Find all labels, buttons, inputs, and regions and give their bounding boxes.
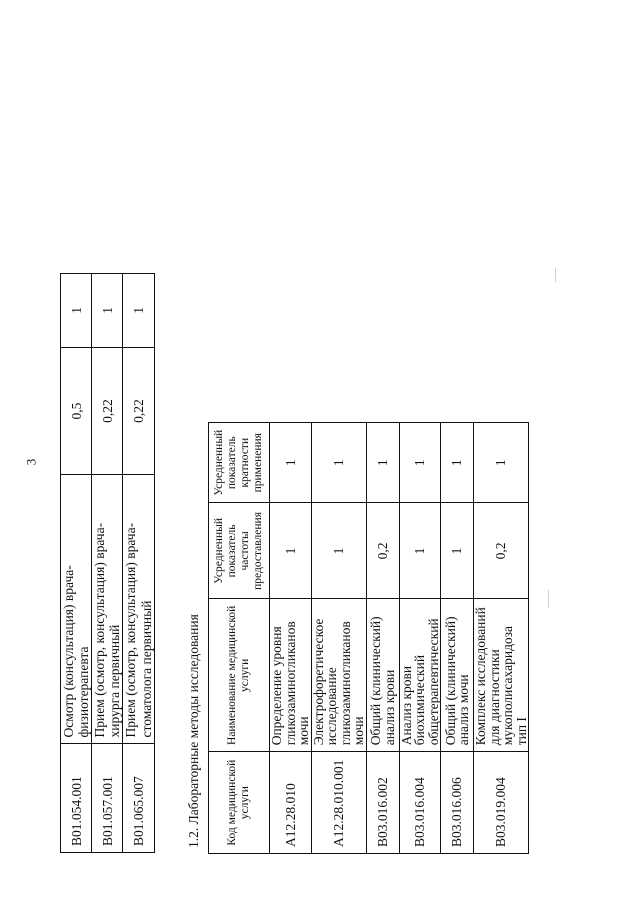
header-multiplicity: Усредненный показатель кратности применения (209, 423, 270, 503)
header-name: Наименование медицинской услуги (209, 599, 270, 752)
scan-artifact (555, 268, 556, 282)
service-code: A12.28.010.001 (311, 752, 366, 854)
frequency-value: 1 (270, 503, 312, 599)
multiplicity-value: 1 (366, 423, 399, 503)
header-code: Код медицинской услуги (209, 752, 270, 854)
table-row (270, 423, 312, 854)
frequency-value: 0,5 (61, 347, 92, 475)
table-row (311, 423, 366, 854)
service-code: B03.016.004 (399, 752, 441, 854)
service-name: Осмотр (консультация) врача-физиотерапевта (61, 475, 92, 744)
service-name: Прием (осмотр, консультация) врача-стоматолога первичный (123, 475, 154, 744)
page-number: 3 (23, 458, 39, 466)
multiplicity-value: 1 (311, 423, 366, 503)
service-name: Общий (клинический) анализ мочи (441, 599, 474, 752)
service-code: B01.065.007 (123, 744, 154, 853)
service-name: Анализ крови биохимический общетерапевтический (399, 599, 441, 752)
table-row (399, 423, 441, 854)
frequency-value: 0,2 (474, 503, 529, 599)
multiplicity-value: 1 (270, 423, 312, 503)
frequency-value: 0,2 (366, 503, 399, 599)
table-row (441, 423, 474, 854)
multiplicity-value: 1 (123, 274, 154, 348)
service-name: Общий (клинический) анализ крови (366, 599, 399, 752)
table-row (366, 423, 399, 854)
services-table-continued (60, 273, 155, 853)
frequency-value: 0,22 (123, 347, 154, 475)
service-code: B03.016.006 (441, 752, 474, 854)
frequency-value: 0,22 (92, 347, 123, 475)
table-row (123, 274, 154, 853)
multiplicity-value: 1 (474, 423, 529, 503)
frequency-value: 1 (441, 503, 474, 599)
service-name: Электрофоретическое исследование гликозаминогликанов мочи (311, 599, 366, 752)
frequency-value: 1 (311, 503, 366, 599)
multiplicity-value: 1 (441, 423, 474, 503)
table-header-row (209, 423, 270, 854)
service-name: Определение уровня гликозаминогликанов мочи (270, 599, 312, 752)
multiplicity-value: 1 (61, 274, 92, 348)
service-code: B03.016.002 (366, 752, 399, 854)
lab-methods-table (208, 422, 529, 854)
scan-artifact (548, 590, 549, 608)
table-row (61, 274, 92, 853)
table-row (474, 423, 529, 854)
service-code: B01.057.001 (92, 744, 123, 853)
service-name: Комплекс исследований для диагностики мукополисахаридоза тип I (474, 599, 529, 752)
frequency-value: 1 (399, 503, 441, 599)
service-code: B03.019.004 (474, 752, 529, 854)
header-frequency: Усредненный показатель частоты предоставления (209, 503, 270, 599)
service-name: Прием (осмотр, консультация) врача-хирурга первичный (92, 475, 123, 744)
table-row (92, 274, 123, 853)
multiplicity-value: 1 (92, 274, 123, 348)
section-title: 1.2. Лабораторные методы исследования (186, 614, 201, 848)
multiplicity-value: 1 (399, 423, 441, 503)
service-code: B01.054.001 (61, 744, 92, 853)
service-code: A12.28.010 (270, 752, 312, 854)
